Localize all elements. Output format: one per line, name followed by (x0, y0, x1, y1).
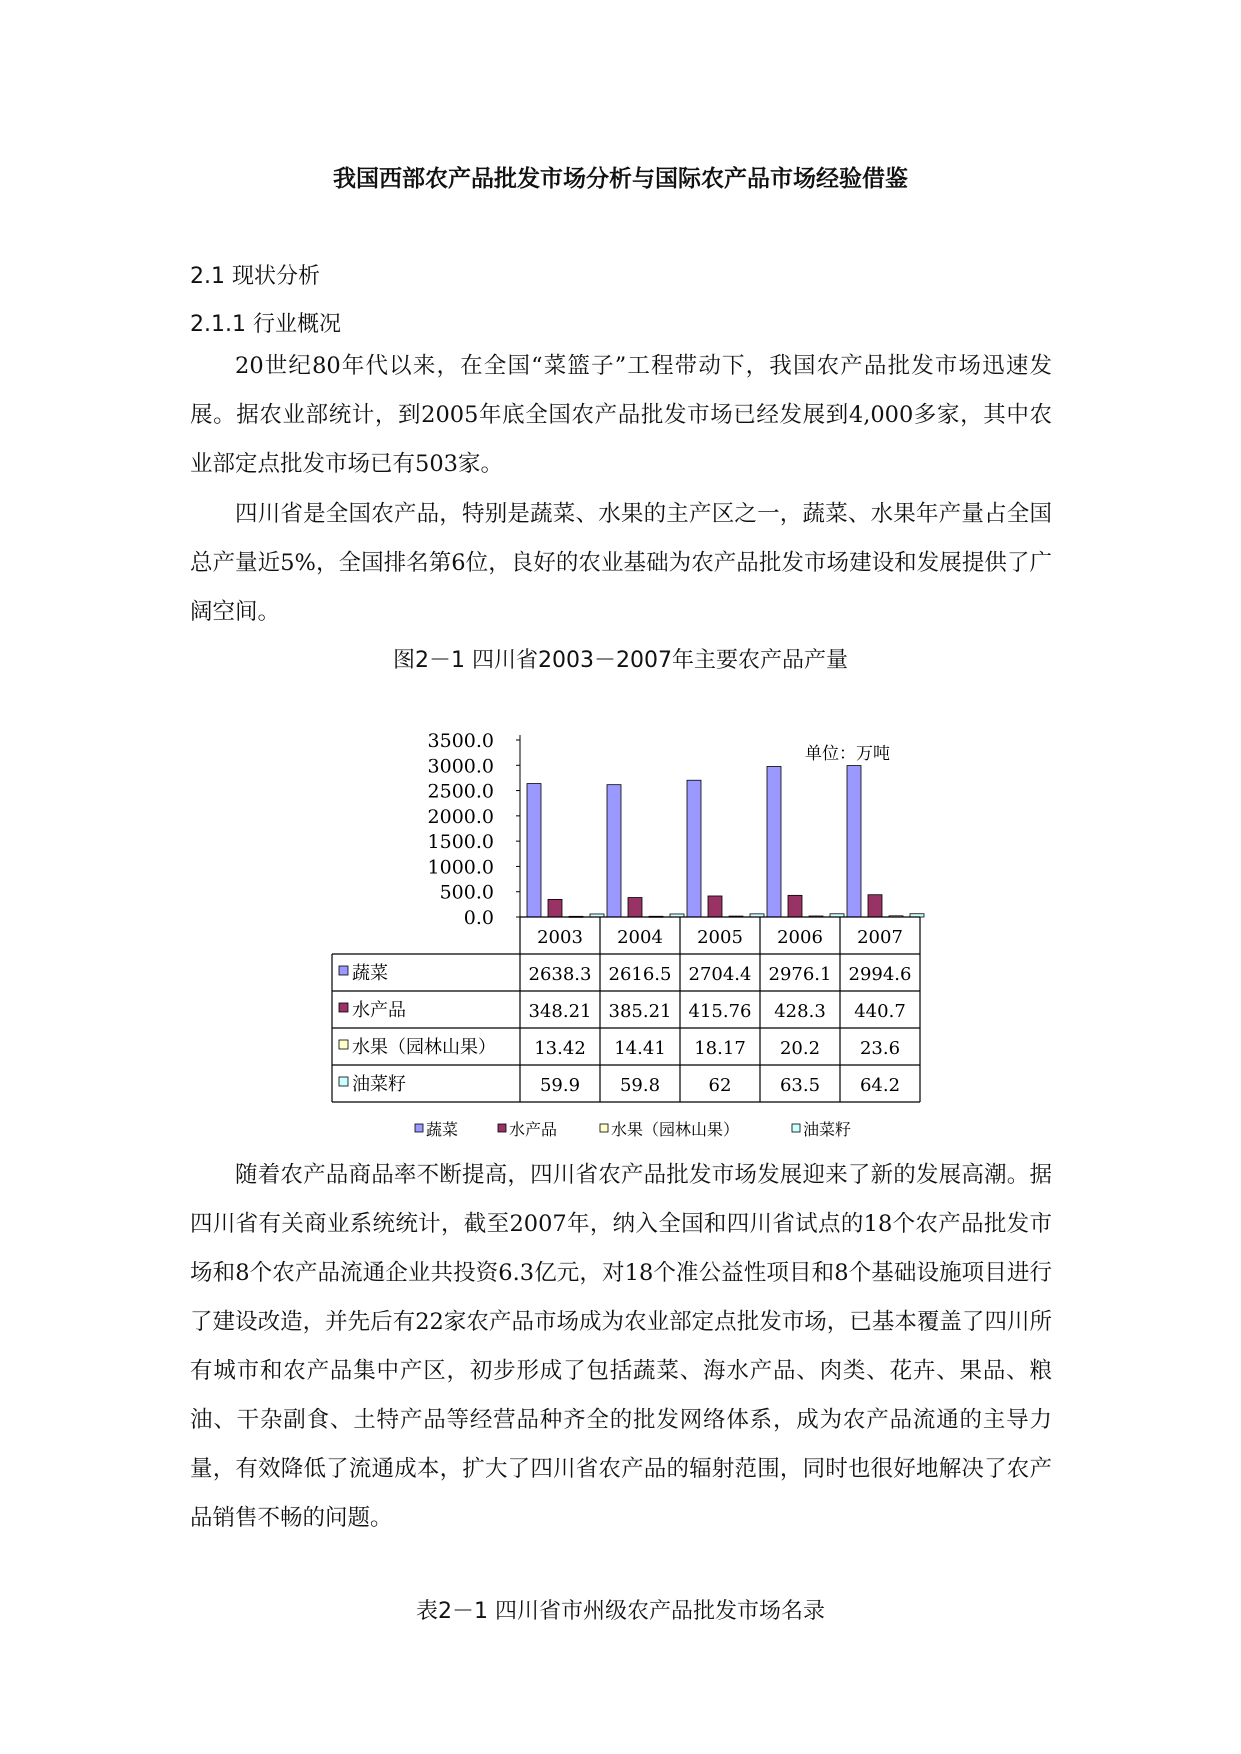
table-series-name: 水果（园林山果） (352, 1037, 496, 1058)
data-label: 64.2 (859, 1075, 901, 1096)
category-label: 2006 (777, 927, 823, 948)
bar-2-2003 (548, 899, 562, 917)
subsection-heading: 2.1.1 行业概况 (190, 312, 341, 337)
data-label: 348.21 (528, 1001, 592, 1022)
table-legend-key (339, 1003, 348, 1012)
document-title: 我国西部农产品批发市场分析与国际农产品市场经验借鉴 (333, 166, 908, 192)
legend-key (415, 1124, 423, 1132)
data-label: 415.76 (688, 1001, 752, 1022)
data-label: 2976.1 (768, 964, 832, 985)
data-label: 440.7 (854, 1001, 906, 1022)
bar-1-2007 (847, 766, 861, 917)
table-legend-key (339, 966, 348, 975)
bar-1-2005 (687, 780, 701, 917)
figure-caption: 图2－1 四川省2003－2007年主要农产品产量 (393, 648, 848, 673)
data-label: 2704.4 (688, 964, 752, 985)
category-label: 2003 (537, 927, 583, 948)
table-caption: 表2－1 四川省市州级农产品批发市场名录 (416, 1599, 825, 1624)
bar-1-2006 (767, 766, 781, 917)
data-label: 62 (708, 1075, 732, 1096)
bar-1-2003 (527, 784, 541, 917)
data-label: 2616.5 (608, 964, 672, 985)
bar-2-2006 (788, 895, 802, 917)
data-label: 18.17 (694, 1038, 746, 1059)
table-series-name: 水产品 (352, 1000, 406, 1021)
legend-label: 水果（园林山果） (611, 1120, 740, 1139)
data-label: 23.6 (859, 1038, 901, 1059)
bar-2-2007 (868, 895, 882, 917)
data-label: 63.5 (779, 1075, 821, 1096)
category-label: 2004 (617, 927, 663, 948)
section-heading: 2.1 现状分析 (190, 264, 320, 289)
data-label: 20.2 (779, 1038, 821, 1059)
y-tick-label: 1500.0 (427, 831, 494, 854)
category-label: 2005 (697, 927, 743, 948)
data-label: 59.8 (619, 1075, 661, 1096)
bar-2-2004 (628, 898, 642, 917)
unit-label: 单位：万吨 (805, 744, 890, 764)
y-tick-label: 2000.0 (427, 805, 494, 828)
paragraph-1: 20世纪80年代以来，在全国“菜篮子”工程带动下，我国农产品批发市场迅速发展。据农业部统计，到2005年底全国农产品批发市场已经发展到4,000多家，其中农业部定点批发市场已有503家。 (190, 353, 1052, 477)
data-label: 385.21 (608, 1001, 672, 1022)
y-tick-label: 1000.0 (427, 856, 494, 879)
legend-key (600, 1124, 608, 1132)
y-tick-label: 0.0 (463, 907, 494, 929)
legend-key (792, 1124, 800, 1132)
data-label: 2638.3 (528, 964, 592, 985)
table-legend-key (339, 1077, 348, 1086)
legend-label: 蔬菜 (426, 1120, 459, 1139)
table-series-name: 油菜籽 (352, 1074, 406, 1095)
bar-2-2005 (708, 896, 722, 917)
y-tick-label: 500.0 (439, 881, 494, 904)
table-series-name: 蔬菜 (352, 963, 388, 984)
table-legend-key (339, 1040, 348, 1049)
production-chart (320, 725, 940, 1145)
legend-label: 水产品 (509, 1120, 558, 1139)
legend-key (498, 1124, 506, 1132)
y-tick-label: 3000.0 (427, 755, 494, 778)
data-label: 2994.6 (848, 964, 912, 985)
data-label: 428.3 (774, 1001, 826, 1022)
data-label: 59.9 (539, 1075, 581, 1096)
paragraph-3: 随着农产品商品率不断提高，四川省农产品批发市场发展迎来了新的发展高潮。据四川省有关商业系统统计，截至2007年，纳入全国和四川省试点的18个农产品批发市场和8个农产品流通企业共投资6.3亿元，对18个准公益性项目和8个基础设施项目进行了建设改造，并先后有22家农产品市场成为农业部定点批发市场，已基本覆盖了四川所有城市和农产品集中产区，初步形成了包括蔬菜、海水产品、肉类、花卉、果品、粮油、干杂副食、土特产品等经营品种齐全的批发网络体系，成为农产品流通的主导力量，有效降低了流通成本，扩大了四川省农产品的辐射范围，同时也很好地解决了农产品销售不畅的问题。 (190, 1162, 1052, 1531)
data-label: 14.41 (614, 1038, 666, 1059)
legend-label: 油菜籽 (803, 1120, 852, 1139)
bar-1-2004 (607, 785, 621, 917)
y-tick-label: 2500.0 (427, 780, 494, 803)
data-label: 13.42 (534, 1038, 586, 1059)
y-tick-label: 3500.0 (427, 730, 494, 752)
paragraph-2: 四川省是全国农产品，特别是蔬菜、水果的主产区之一，蔬菜、水果年产量占全国总产量近5%，全国排名第6位，良好的农业基础为农产品批发市场建设和发展提供了广阔空间。 (190, 501, 1052, 625)
category-label: 2007 (857, 927, 903, 948)
